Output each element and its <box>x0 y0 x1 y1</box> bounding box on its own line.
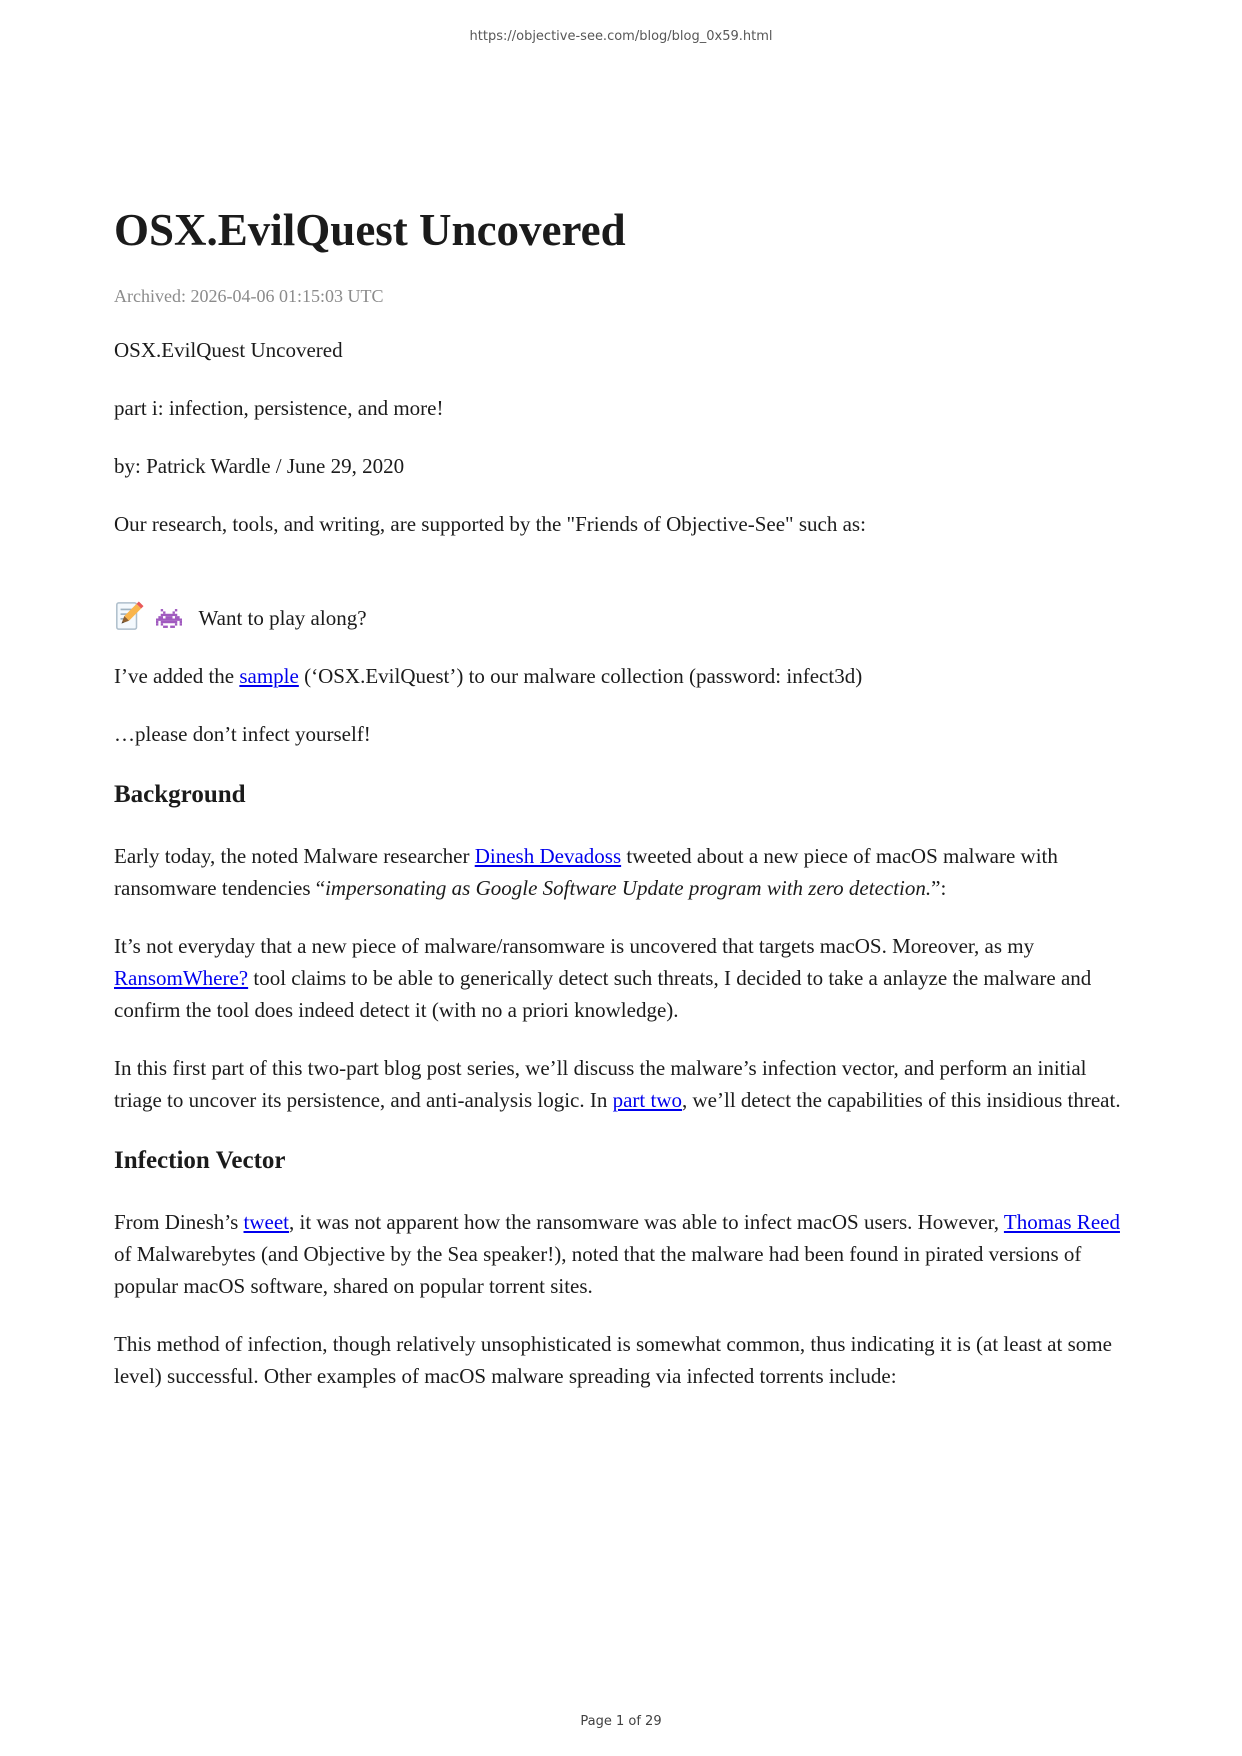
text-run: It’s not everyday that a new piece of malware/ransomware is uncovered that targets macOS. Moreover, as my <box>114 934 1035 958</box>
print-header-url: https://objective-see.com/blog/blog_0x59.html <box>469 29 773 44</box>
infect-warning-paragraph <box>114 718 1138 750</box>
paragraph-ransomwhere <box>114 930 1138 1026</box>
text-run: From Dinesh’s <box>114 1210 244 1234</box>
text-run: tweeted about a new piece of macOS malware with ransomware tendencies “ <box>114 844 1058 900</box>
text-run: This method of infection, though relatively unsophisticated is somewhat common, thus indicating it is (at least at some level) successful. Other examples of macOS malware spreading via infected torrents include: <box>114 1332 1112 1388</box>
link-part-two[interactable]: part two <box>612 1088 683 1112</box>
article-byline: by: Patrick Wardle / June 29, 2020 <box>114 454 405 478</box>
section-heading-infection-vector: Infection Vector <box>114 1147 286 1174</box>
text-run: , it was not apparent how the ransomware was able to infect macOS users. However, <box>289 1210 1004 1234</box>
text-run: In this first part of this two-part blog post series, we’ll discuss the malware’s infection vector, and perform an initial triage to uncover its persistence, and anti-analysis logic. In <box>114 1056 1087 1112</box>
text-run: (‘OSX.EvilQuest’) to our malware collection (password: infect3d) <box>298 664 863 688</box>
paragraph-part-two <box>114 1052 1138 1116</box>
page-number-footer: Page 1 of 29 <box>580 1714 662 1729</box>
play-along-line <box>114 601 1138 634</box>
section-heading-background: Background <box>114 781 246 808</box>
link-ransomwhere[interactable]: RansomWhere? <box>114 966 249 990</box>
alien-monster-emoji-icon <box>156 602 182 634</box>
link-tweet[interactable]: tweet <box>243 1210 289 1234</box>
sample-paragraph <box>114 660 1138 692</box>
emphasized-quote: impersonating as Google Software Update program with zero detection. <box>325 876 932 900</box>
link-dinesh-devadoss[interactable]: Dinesh Devadoss <box>474 844 622 868</box>
paragraph-early-today <box>114 840 1138 904</box>
paragraph-infection-source <box>114 1206 1138 1302</box>
paragraph-torrent-infection <box>114 1328 1138 1392</box>
page-title: OSX.EvilQuest Uncovered <box>114 205 626 255</box>
article-part-line: part i: infection, persistence, and more! <box>114 396 444 420</box>
article <box>114 0 1138 1418</box>
text-run: of Malwarebytes (and Objective by the Sea speaker!), noted that the malware had been found in pirated versions of popular macOS software, shared on popular torrent sites. <box>114 1242 1082 1298</box>
text-run: , we’ll detect the capabilities of this insidious threat. <box>682 1088 1121 1112</box>
article-subtitle: OSX.EvilQuest Uncovered <box>114 338 343 362</box>
memo-emoji-icon <box>114 601 144 634</box>
friends-support-line: Our research, tools, and writing, are supported by the "Friends of Objective-See" such as: <box>114 512 866 536</box>
link-thomas-reed[interactable]: Thomas Reed <box>1003 1210 1120 1234</box>
archived-timestamp: Archived: 2026-04-06 01:15:03 UTC <box>114 286 384 306</box>
text-run: tool claims to be able to generically detect such threats, I decided to take a anlayze the malware and confirm the tool does indeed detect it (with no a priori knowledge). <box>114 966 1092 1022</box>
text-run: ”: <box>931 876 947 900</box>
text-run: I’ve added the <box>114 664 240 688</box>
text-run: …please don’t infect yourself! <box>114 722 371 746</box>
text-run: Early today, the noted Malware researcher <box>114 844 475 868</box>
play-along-text: Want to play along? <box>198 606 367 630</box>
link-sample[interactable]: sample <box>239 664 299 688</box>
